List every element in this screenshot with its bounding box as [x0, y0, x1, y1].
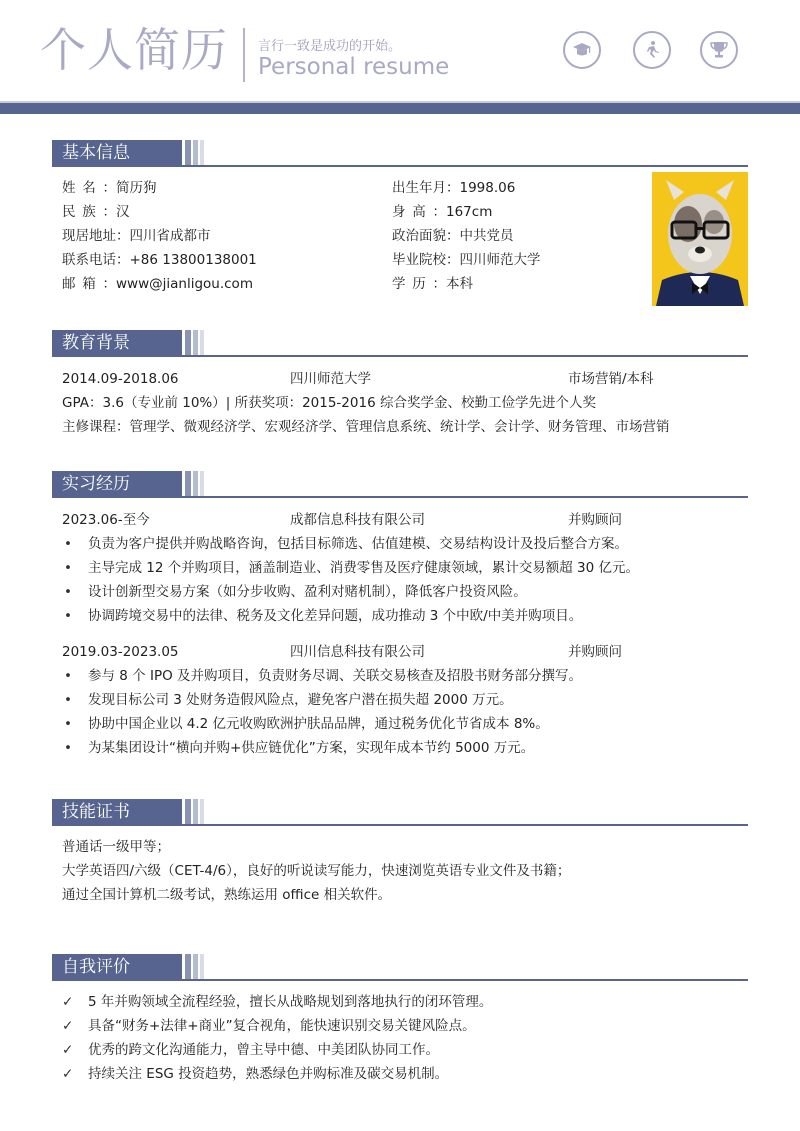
edu-period: 2014.09-2018.06: [62, 371, 179, 387]
section-header-skills: [52, 799, 748, 825]
edu-major: 市场营销/本科: [568, 371, 654, 387]
job-company: 成都信息科技有限公司: [290, 512, 425, 528]
info-phone: 联系电话：+86 13800138001: [62, 252, 257, 268]
info-name: 姓名：简历狗: [62, 180, 157, 196]
section-header-self-eval: [52, 954, 748, 980]
trophy-icon: [700, 31, 738, 69]
skill-line: 大学英语四/六级（CET-4/6），良好的听说读写能力，快速浏览英语专业文件及书籍；: [62, 863, 571, 879]
list-item: ✓ 持续关注 ESG 投资趋势，熟悉绿色并购标准及碳交易机制。: [88, 1062, 448, 1086]
list-item: ✓ 优秀的跨文化沟通能力，曾主导中德、中美团队协同工作。: [88, 1038, 439, 1062]
section-title: 教育背景: [52, 330, 182, 356]
section-header-education: [52, 330, 748, 356]
list-item: • 参与 8 个 IPO 及并购项目，负责财务尽调、关联交易核查及招股书财务部分撰写。: [88, 664, 582, 688]
info-birth: 出生年月：1998.06: [392, 180, 516, 196]
info-address: 现居地址：四川省成都市: [62, 228, 211, 244]
job-role: 并购顾问: [568, 644, 622, 660]
list-item: • 协助中国企业以 4.2 亿元收购欧洲护肤品品牌，通过税务优化节省成本 8%。: [88, 712, 549, 736]
section-header-internship: [52, 471, 748, 497]
header-band: [0, 103, 800, 114]
check-icon: ✓: [62, 994, 74, 1010]
person-running-icon: [633, 31, 671, 69]
info-degree: 学历：本科: [392, 276, 473, 292]
section-title: 技能证书: [52, 799, 182, 825]
section-header-basic: [52, 140, 748, 166]
job-company: 四川信息科技有限公司: [290, 644, 425, 660]
job-period: 2019.03-2023.05: [62, 644, 179, 660]
info-height: 身高：167cm: [392, 204, 493, 220]
section-title: 基本信息: [52, 140, 182, 166]
info-ethnicity: 民族：汉: [62, 204, 130, 220]
avatar: [652, 172, 748, 306]
section-title: 实习经历: [52, 471, 182, 497]
list-item: • 发现目标公司 3 处财务造假风险点，避免客户潜在损失超 2000 万元。: [88, 688, 513, 712]
skill-line: 通过全国计算机二级考试，熟练运用 office 相关软件。: [62, 887, 392, 903]
check-icon: ✓: [62, 1018, 74, 1034]
check-icon: ✓: [62, 1042, 74, 1058]
edu-gpa: GPA：3.6（专业前 10%）| 所获奖项：2015-2016 综合奖学金、校勤工俭学先进个人奖: [62, 395, 596, 411]
edu-courses: 主修课程：管理学、微观经济学、宏观经济学、管理信息系统、统计学、会计学、财务管理、市场营销: [62, 419, 670, 435]
list-item: • 主导完成 12 个并购项目，涵盖制造业、消费零售及医疗健康领域，累计交易额超 30 亿元。: [88, 556, 639, 580]
motto: 言行一致是成功的开始。: [258, 39, 402, 54]
section-title: 自我评价: [52, 954, 182, 980]
info-school: 毕业院校：四川师范大学: [392, 252, 541, 268]
job-role: 并购顾问: [568, 512, 622, 528]
job-period: 2023.06-至今: [62, 512, 150, 528]
page-title: 个人简历: [40, 23, 228, 77]
info-email: 邮箱：www@jianligou.com: [62, 276, 253, 292]
list-item: • 协调跨境交易中的法律、税务及文化差异问题，成功推动 3 个中欧/中美并购项目。: [88, 604, 582, 628]
edu-school: 四川师范大学: [290, 371, 371, 387]
list-item: • 负责为客户提供并购战略咨询，包括目标筛选、估值建模、交易结构设计及投后整合方案。: [88, 532, 628, 556]
list-item: • 为某集团设计“横向并购+供应链优化”方案，实现年成本节约 5000 万元。: [88, 736, 534, 760]
list-item: ✓ 具备“财务+法律+商业”复合视角，能快速识别交易关键风险点。: [88, 1014, 476, 1038]
list-item: • 设计创新型交易方案（如分步收购、盈利对赌机制），降低客户投资风险。: [88, 580, 527, 604]
info-political: 政治面貌：中共党员: [392, 228, 514, 244]
title-divider: [243, 28, 245, 82]
page-subtitle: Personal resume: [258, 54, 450, 80]
list-item: ✓ 5 年并购领域全流程经验，擅长从战略规划到落地执行的闭环管理。: [88, 990, 492, 1014]
skill-line: 普通话一级甲等；: [62, 839, 170, 855]
graduation-cap-icon: [563, 31, 601, 69]
check-icon: ✓: [62, 1066, 74, 1082]
